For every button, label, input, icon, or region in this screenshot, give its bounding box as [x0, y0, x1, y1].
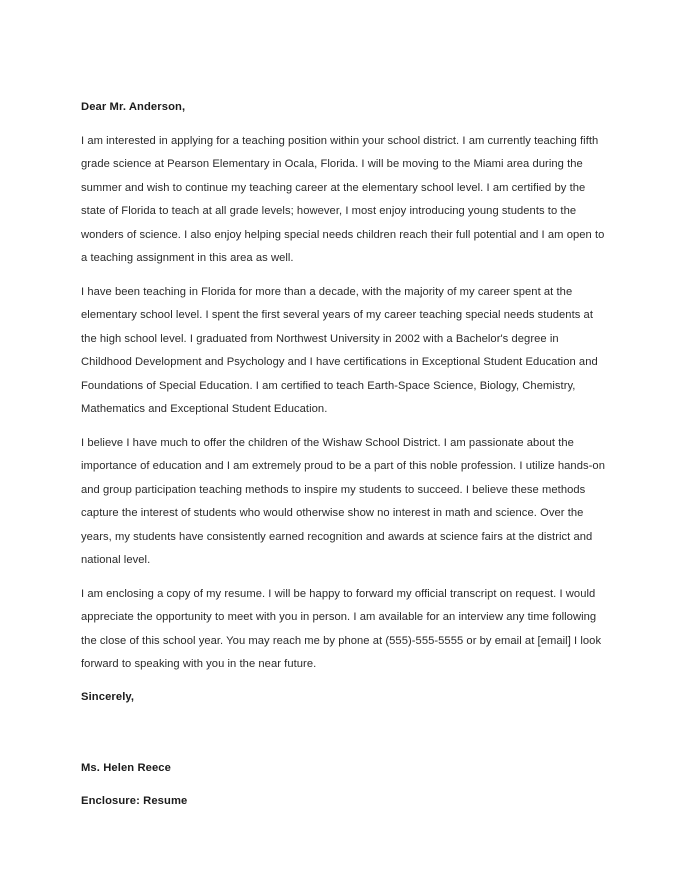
signature-name: Ms. Helen Reece	[81, 762, 171, 774]
body-paragraph-3: I believe I have much to offer the children of the Wishaw School District. I am passionate about the importance of education and I am extremely proud to be a part of this noble profession. I utilize hands-on and group participation teaching methods to inspire my students to succeed. I believe these methods capture the interest of students who would otherwise show no interest in math and science. Over the years, my students have consistently earned recognition and awards at science fairs at the district and national level.	[81, 436, 605, 566]
signature-space	[81, 709, 609, 757]
letter-body	[81, 96, 609, 813]
spacer-after-paragraph-1	[81, 271, 609, 281]
spacer-after-salutation	[81, 120, 609, 130]
spacer-before-closing	[81, 677, 609, 686]
salutation: Dear Mr. Anderson,	[81, 101, 186, 113]
body-paragraph-1: I am interested in applying for a teaching position within your school district. I am currently teaching fifth grade science at Pearson Elementary in Ocala, Florida. I will be moving to the Miami area during the summer and wish to continue my teaching career at the elementary school level. I am certified by the state of Florida to teach at all grade levels; however, I most enjoy introducing young students to the wonders of science. I also enjoy helping special needs children reach their full potential and I am open to a teaching assignment in this area as well.	[81, 134, 605, 264]
spacer-before-enclosure	[81, 781, 609, 790]
spacer-after-paragraph-3	[81, 573, 609, 583]
body-paragraph-2: I have been teaching in Florida for more than a decade, with the majority of my career spent at the elementary school level. I spent the first several years of my career teaching special needs students at the high school level. I graduated from Northwest University in 2002 with a Bachelor's degree in Childhood Development and Psychology and I have certifications in Exceptional Student Education and Foundations of Special Education. I am certified to teach Earth-Space Science, Biology, Chemistry, Mathematics and Exceptional Student Education.	[81, 285, 598, 415]
body-paragraph-4: I am enclosing a copy of my resume. I will be happy to forward my official transcript on request. I would appreciate the opportunity to meet with you in person. I am available for an interview any time following the close of this school year. You may reach me by phone at (555)-555-5555 or by email at [email] I look forward to speaking with you in the near future.	[81, 587, 602, 670]
enclosure-line: Enclosure: Resume	[81, 794, 188, 807]
spacer-after-paragraph-2	[81, 422, 609, 432]
closing-salutation: Sincerely,	[81, 690, 135, 703]
